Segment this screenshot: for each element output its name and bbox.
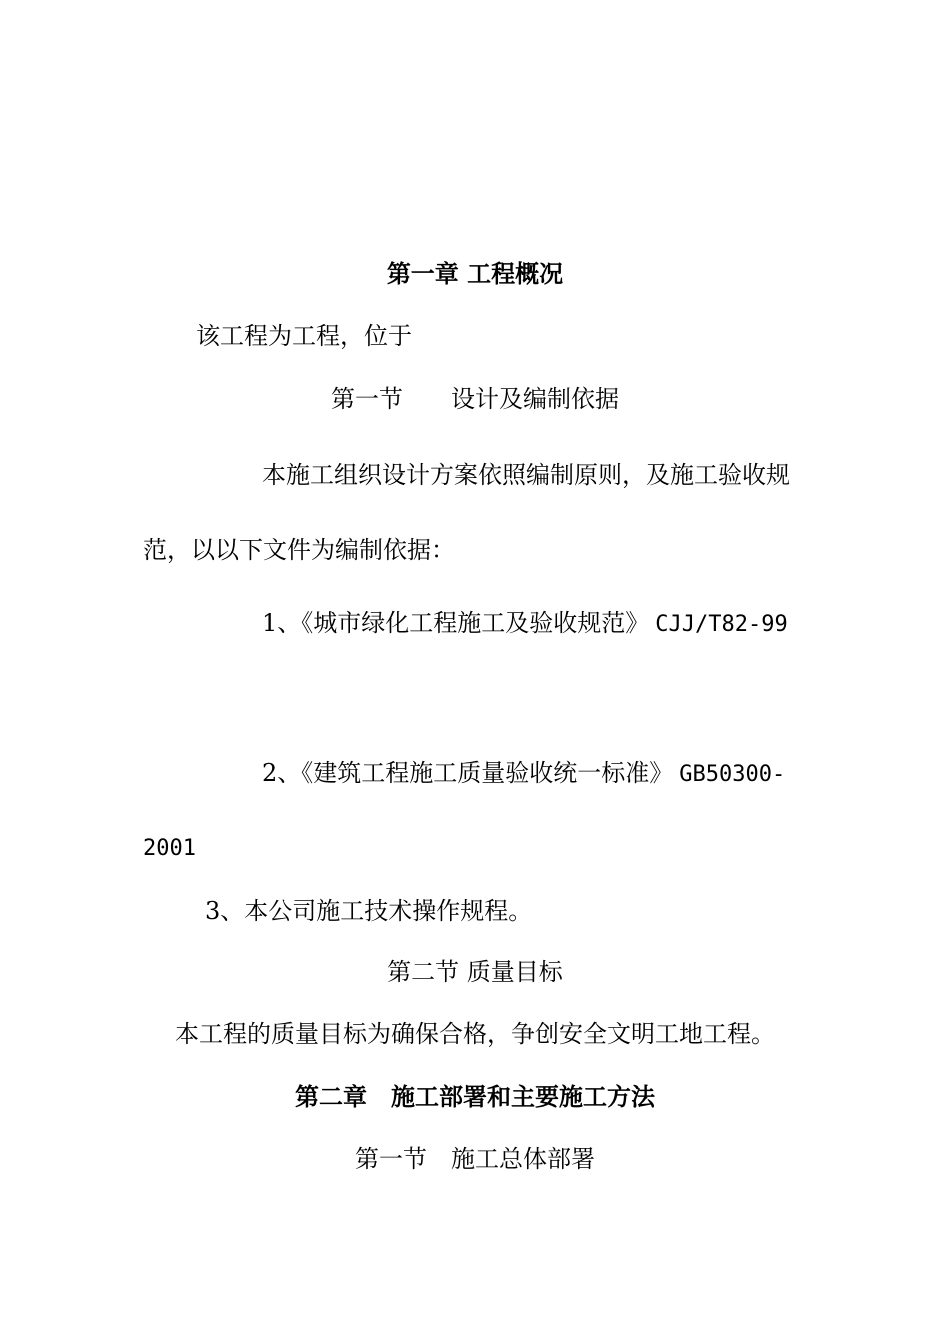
basis-paragraph-line-1: 本施工组织设计方案依照编制原则，及施工验收规 (262, 461, 790, 489)
section-1-2-title: 第二节 质量目标 (387, 958, 563, 986)
chapter-1-title: 第一章 工程概况 (386, 259, 564, 288)
basis-item-2-code: GB50300- (679, 762, 786, 787)
quality-goal-paragraph: 本工程的质量目标为确保合格，争创安全文明工地工程。 (175, 1020, 775, 1048)
basis-item-1-text: 1、《城市绿化工程施工及验收规范》 (262, 609, 650, 637)
basis-item-3: 3、本公司施工技术操作规程。 (205, 897, 533, 925)
chapter-1-intro: 该工程为工程，位于 (196, 322, 412, 350)
basis-item-1 (262, 607, 788, 639)
basis-item-2-text: 2、《建筑工程施工质量验收统一标准》 (262, 759, 674, 787)
basis-item-2-continuation: 2001 (143, 836, 196, 861)
basis-item-2 (262, 757, 785, 789)
chapter-2-title: 第二章 施工部署和主要施工方法 (295, 1082, 655, 1111)
basis-paragraph-line-2: 范，以以下文件为编制依据： (143, 536, 455, 564)
section-2-1-title: 第一节 施工总体部署 (355, 1145, 595, 1173)
basis-item-1-code: CJJ/T82-99 (655, 612, 788, 637)
section-1-1-title: 第一节 设计及编制依据 (331, 385, 619, 413)
